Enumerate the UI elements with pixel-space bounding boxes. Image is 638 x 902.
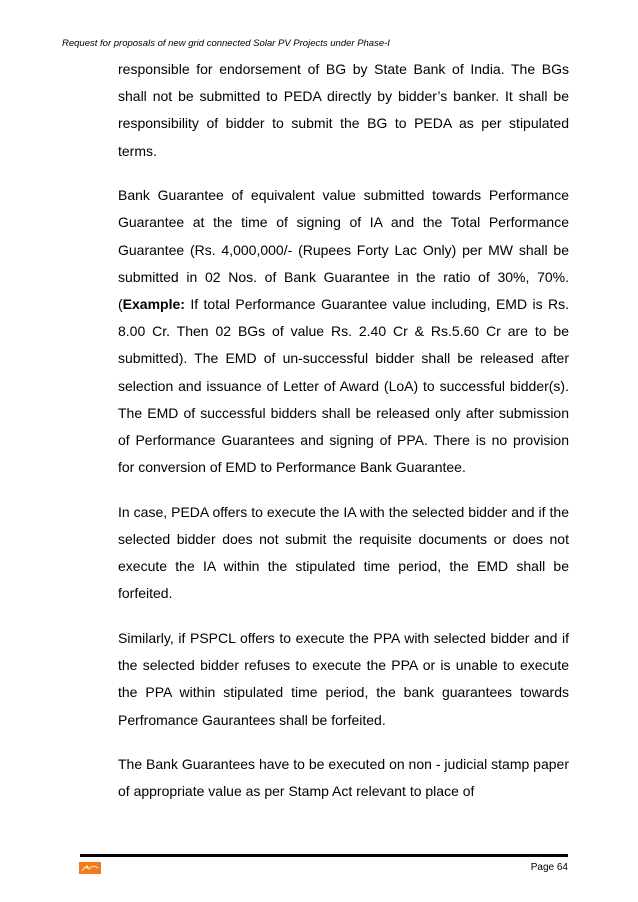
paragraph-pspcl-ppa: Similarly, if PSPCL offers to execute the PPA with selected bidder and if the selected bidder refuses to execute the PPA or is unable to execute the PPA within stipulated time period, the bank guarantees towards Perfromance Gaurantees shall be forfeited.	[118, 630, 569, 728]
sun-logo-icon	[79, 862, 101, 874]
paragraph-performance-guarantee	[118, 182, 569, 481]
paragraph-stamp-paper: The Bank Guarantees have to be executed on non - judicial stamp paper of appropriate value as per Stamp Act relevant to place of	[118, 756, 569, 800]
footer-divider	[80, 854, 568, 857]
paragraph-peda-ia: In case, PEDA offers to execute the IA with the selected bidder and if the selected bidder does not submit the requisite documents or does not execute the IA within the stipulated time period, the EMD shall be forfeited.	[118, 503, 569, 602]
paragraph-bg-endorsement: responsible for endorsement of BG by State Bank of India. The BGs shall not be submitted to PEDA directly by bidder’s banker. It shall be responsibility of bidder to submit the BG to PEDA as per stipulated terms.	[118, 61, 569, 159]
document-body	[118, 56, 569, 823]
paragraph-text-start: Bank Guarantee of equivalent value submitted towards Performance Guarantee at the time of signing of IA and the Total Performance Guarantee (Rs. 4,000,000/- (Rupees Forty Lac Only) per MW shall be submitted in 02 Nos. of Bank Guarantee in the ratio of 30%, 70%. (	[118, 187, 569, 313]
document-header: Request for proposals of new grid connected Solar PV Projects under Phase-I	[62, 38, 390, 49]
example-label: Example:	[122, 296, 185, 313]
paragraph-text-end: If total Performance Guarantee value including, EMD is Rs. 8.00 Cr. Then 02 BGs of value Rs. 2.40 Cr & Rs.5.60 Cr are to be submitted). The EMD of un-successful bidder shall be released after selection and issuance of Letter of Award (LoA) to successful bidder(s). The EMD of successful bidders shall be released only after submission of Performance Guarantees and signing of PPA. There is no provision for conversion of EMD to Performance Bank Guarantee.	[118, 296, 569, 476]
page-number: Page 64	[530, 862, 568, 873]
